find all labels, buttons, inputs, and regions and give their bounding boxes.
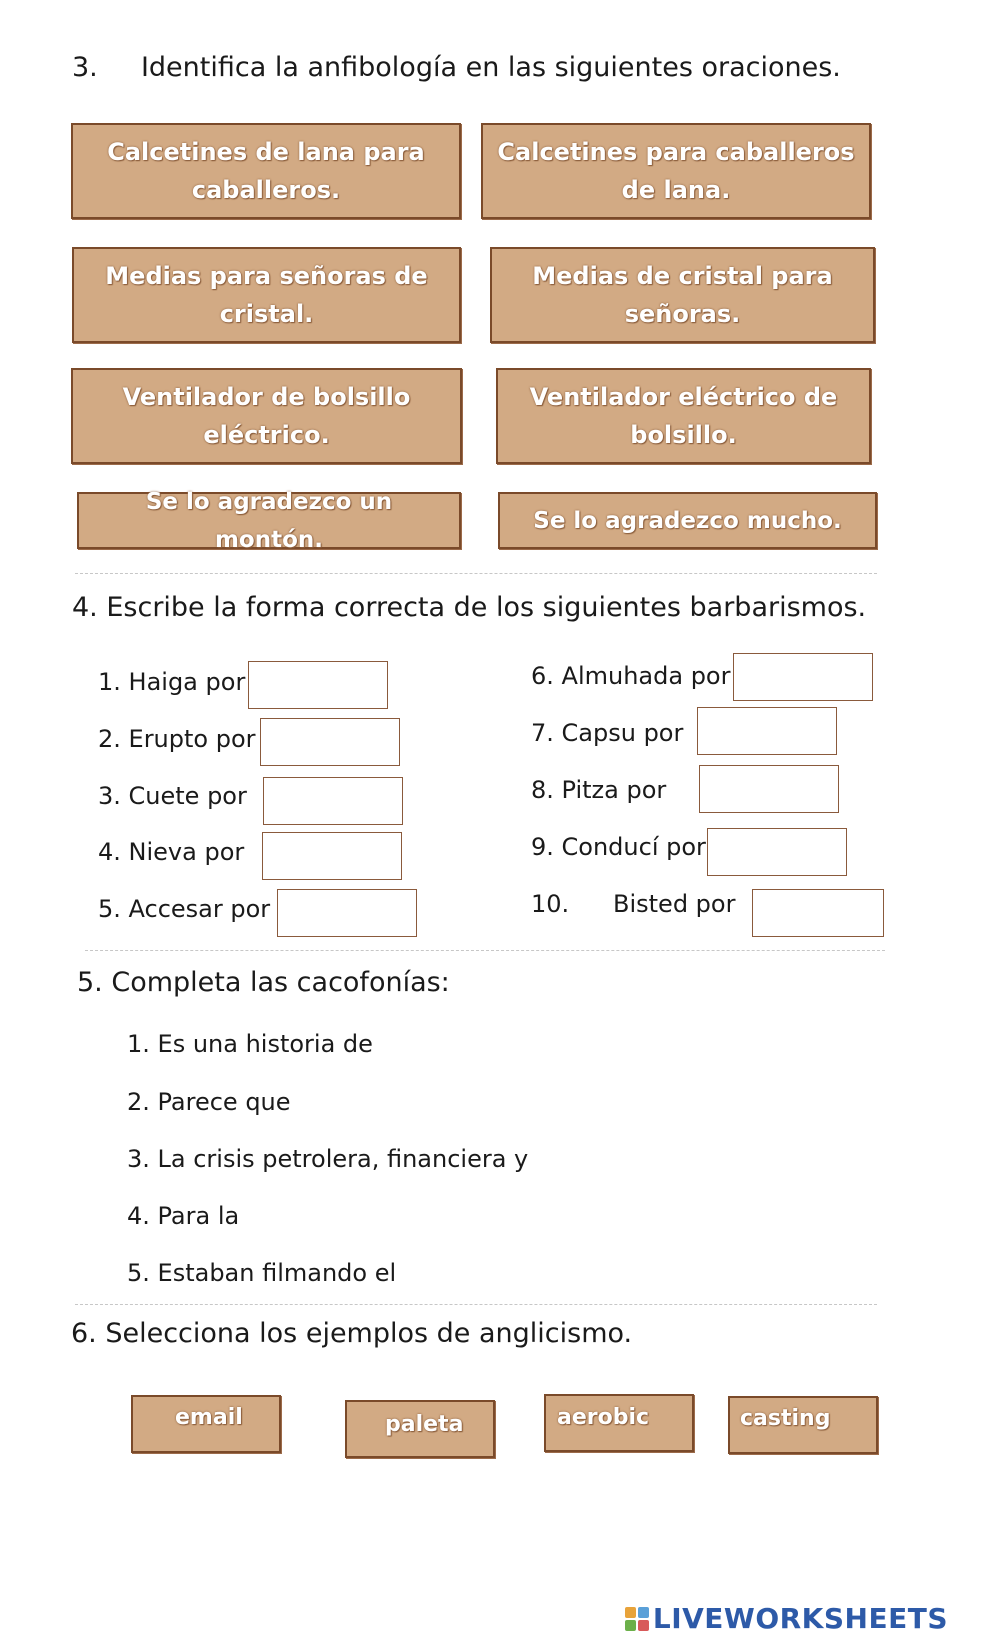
barbarismo-input-5[interactable] <box>277 889 417 937</box>
cacofonia-item-2: 2. Parece que <box>127 1088 291 1116</box>
anglicismo-option-label: email <box>175 1405 243 1430</box>
barbarismo-input-2[interactable] <box>260 718 400 766</box>
barbarismo-input-9[interactable] <box>707 828 847 876</box>
section-3-title <box>72 52 841 83</box>
barbarismo-label-5: 5. Accesar por <box>98 895 271 923</box>
barbarismo-label-3: 3. Cuete por <box>98 782 247 810</box>
barbarismo-label-4: 4. Nieva por <box>98 838 245 866</box>
logo-square <box>625 1607 636 1618</box>
divider <box>75 573 877 574</box>
barbarismo-input-3[interactable] <box>263 777 403 825</box>
anfibologia-option-4[interactable]: Medias de cristal para señoras. <box>490 247 875 343</box>
barbarismo-input-10[interactable] <box>752 889 884 937</box>
barbarismo-label-10: Bisted por <box>613 890 736 918</box>
barbarismo-number-10: 10. <box>531 890 570 918</box>
logo-square <box>638 1607 649 1618</box>
anfibologia-option-7[interactable]: Se lo agradezco un montón. <box>77 492 461 549</box>
section-6-title: 6. Selecciona los ejemplos de anglicismo. <box>71 1318 633 1349</box>
barbarismo-label-2: 2. Erupto por <box>98 725 256 753</box>
anfibologia-option-2[interactable]: Calcetines para caballeros de lana. <box>481 123 871 219</box>
anglicismo-option-casting[interactable] <box>728 1396 878 1454</box>
anglicismo-option-aerobic[interactable] <box>544 1394 694 1452</box>
cacofonia-item-3: 3. La crisis petrolera, financiera y <box>127 1145 529 1173</box>
liveworksheets-logo-icon <box>625 1607 649 1631</box>
anfibologia-option-6[interactable]: Ventilador eléctrico de bolsillo. <box>496 368 871 464</box>
barbarismo-input-6[interactable] <box>733 653 873 701</box>
anglicismo-option-label: casting <box>740 1406 831 1431</box>
cacofonia-item-4: 4. Para la <box>127 1202 240 1230</box>
section-3-number: 3. <box>72 52 98 83</box>
barbarismo-label-8: 8. Pitza por <box>531 776 667 804</box>
cacofonia-item-1: 1. Es una historia de <box>127 1030 373 1058</box>
barbarismo-input-8[interactable] <box>699 765 839 813</box>
barbarismo-label-9: 9. Conducí por <box>531 833 706 861</box>
anfibologia-option-3[interactable]: Medias para señoras de cristal. <box>72 247 461 343</box>
divider <box>75 1304 877 1305</box>
anfibologia-option-8[interactable]: Se lo agradezco mucho. <box>498 492 877 549</box>
barbarismo-input-4[interactable] <box>262 832 402 880</box>
barbarismo-input-7[interactable] <box>697 707 837 755</box>
section-3-title-text: Identifica la anfibología en las siguientes oraciones. <box>140 52 841 83</box>
anglicismo-option-label: paleta <box>385 1412 464 1437</box>
logo-square <box>638 1620 649 1631</box>
anfibologia-option-5[interactable]: Ventilador de bolsillo eléctrico. <box>71 368 462 464</box>
divider <box>85 950 885 951</box>
cacofonia-item-5: 5. Estaban filmando el <box>127 1259 397 1287</box>
barbarismo-input-1[interactable] <box>248 661 388 709</box>
anglicismo-option-email[interactable] <box>131 1395 281 1453</box>
section-4-title: 4. Escribe la forma correcta de los siguientes barbarismos. <box>72 592 867 623</box>
section-5-title: 5. Completa las cacofonías: <box>77 967 450 998</box>
anfibologia-option-1[interactable]: Calcetines de lana para caballeros. <box>71 123 461 219</box>
anglicismo-option-label: aerobic <box>557 1405 650 1430</box>
barbarismo-label-7: 7. Capsu por <box>531 719 684 747</box>
barbarismo-label-1: 1. Haiga por <box>98 668 246 696</box>
barbarismo-label-6: 6. Almuhada por <box>531 662 731 690</box>
anglicismo-option-paleta[interactable] <box>345 1400 495 1458</box>
liveworksheets-logo <box>625 1602 948 1635</box>
logo-square <box>625 1620 636 1631</box>
brand-name: LIVEWORKSHEETS <box>652 1602 948 1635</box>
